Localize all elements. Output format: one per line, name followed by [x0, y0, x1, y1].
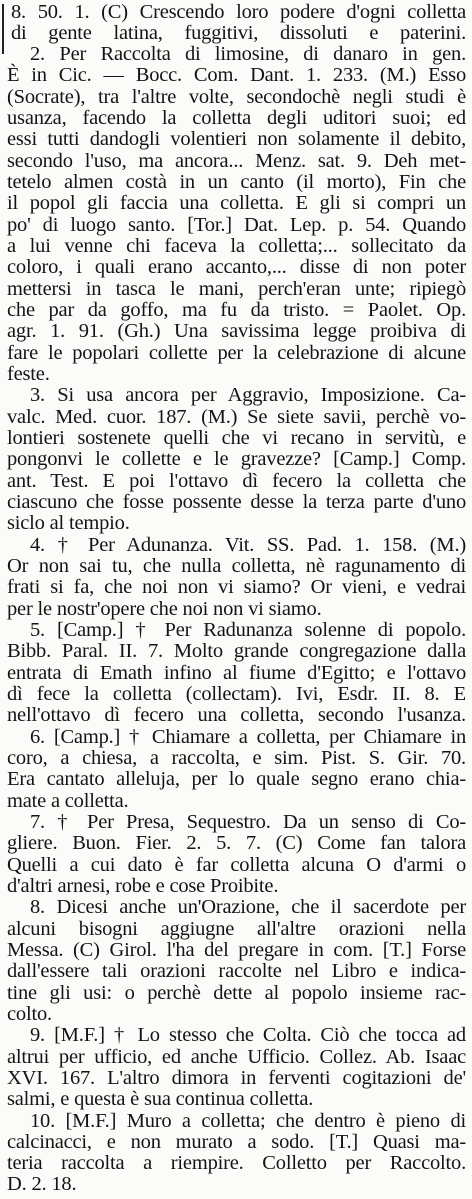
text-line: 7. † Per Presa, Sequestro. Da un senso di Co- [30, 811, 466, 833]
text-line: tine gli usi: o perchè dette al popolo insieme rac- [7, 982, 466, 1004]
text-line: tetelo almen costà in un canto (il morto), Fin che [7, 171, 466, 193]
text-line: lontieri sostenete quelli che vi recano in servitù, e [7, 427, 466, 449]
text-line: frati si fa, che noi non vi siamo? Or vieni, e vedrai [7, 576, 466, 598]
text-line: dì fece la colletta (collectam). Ivi, Esdr. II. 8. E [7, 683, 466, 705]
text-line: Quelli a cui dato è far colletta alcuna O d'armi o [7, 854, 466, 876]
text-line: po' di luogo santo. [Tor.] Dat. Lep. p. 54. Quando [7, 214, 466, 236]
text-line: a lui venne chi faceva la colletta;... sollecitato da [7, 235, 466, 257]
text-line: XVI. 167. L'altro dimora in ferventi cogitazioni de' [7, 1067, 466, 1089]
text-line: dall'essere tali orazioni raccolte nel Libro e indica- [7, 960, 466, 982]
text-line: usanza, facendo la colletta degli uditori suoi; ed [7, 107, 466, 129]
text-line: alcuni bisogni aggiugne all'altre orazioni nella [7, 918, 466, 940]
text-line: calcinacci, e non murato a sodo. [T.] Quasi ma- [7, 1131, 466, 1153]
text-line: secondo l'uso, ma ancora... Menz. sat. 9. Deh met- [7, 150, 466, 172]
text-line: feste. [7, 363, 50, 385]
text-line: nell'ottavo dì fecero una colletta, secondo l'usanza. [7, 704, 466, 726]
text-line: 6. [Camp.] † Chiamare a colletta, per Chiamare in [30, 726, 466, 748]
text-line: (Socrate), tra l'altre volte, secondochè negli studi è [7, 86, 466, 108]
text-line: Era cantato alleluja, per lo quale segno erano chia- [7, 768, 466, 790]
text-line: gliere. Buon. Fier. 2. 5. 7. (C) Come fan talora [7, 832, 466, 854]
text-line: coro, a chiesa, a raccolta, e sim. Pist. S. Gir. 70. [7, 747, 466, 769]
text-line: 2. Per Raccolta di limosine, di danaro in gen. [30, 43, 466, 65]
text-line: 5. [Camp.] † Per Radunanza solenne di popolo. [30, 619, 466, 641]
text-line: 10. [M.F.] Muro a colletta; che dentro è pieno di [30, 1110, 466, 1132]
text-line: coloro, i quali erano accanto,... disse di non poter [7, 256, 466, 278]
text-line: 8. 50. 1. (C) Crescendo loro podere d'ogni colletta [11, 1, 466, 23]
text-line: D. 2. 18. [7, 1173, 77, 1195]
text-line: Bibb. Paral. II. 7. Molto grande congregazione dalla [7, 640, 466, 662]
text-line: 9. [M.F.] † Lo stesso che Colta. Ciò che tocca ad [30, 1024, 466, 1046]
text-line: il popol gli faccia una colletta. E gli si compri un [7, 192, 466, 214]
text-line: altrui per ufficio, ed anche Ufficio. Collez. Ab. Isaac [7, 1046, 466, 1068]
text-line: teria raccolta a riempire. Colletto per Raccolto. [7, 1152, 466, 1174]
text-line: entrata di Emath infino al fiume d'Egitto; e l'ottavo [7, 662, 466, 684]
text-line: fare le popolari collette per la celebrazione di alcune [7, 342, 466, 364]
margin-rule [2, 4, 4, 54]
text-line: 8. Dicesi anche un'Orazione, che il sacerdote per [30, 896, 466, 918]
text-line: che par da goffo, ma fu da tristo. = Paolet. Op. [7, 299, 466, 321]
text-line: pongonvi le collette e le gravezze? [Camp.] Comp. [7, 448, 466, 470]
text-line: ant. Test. E poi l'ottavo dì fecero la colletta che [7, 470, 466, 492]
text-line: mate a colletta. [7, 790, 129, 812]
text-line: agr. 1. 91. (Gh.) Una savissima legge proibiva di [7, 320, 466, 342]
text-line: Messa. (C) Girol. l'ha del pregare in com. [T.] Forse [7, 939, 466, 961]
text-line: salmi, e questa è sua continua colletta. [7, 1088, 314, 1110]
text-line: d'altri arnesi, robe e cose Proibite. [7, 875, 279, 897]
text-line: Or non sai tu, che nulla colletta, nè ragunamento di [7, 555, 466, 577]
text-line: È in Cic. — Bocc. Com. Dant. 1. 233. (M.) Esso [7, 64, 466, 86]
text-line: valc. Med. cuor. 187. (M.) Se siete savii, perchè vo- [7, 406, 466, 428]
text-line: 3. Si usa ancora per Aggravio, Imposizione. Ca- [30, 384, 466, 406]
text-line: 4. † Per Adunanza. Vit. SS. Pad. 1. 158. (M.) [30, 534, 466, 556]
text-line: ciascuno che fosse possente desse la terza parte d'uno [7, 491, 466, 513]
text-line: siclo al tempio. [7, 512, 130, 534]
text-line: di gente latina, fuggitivi, dissoluti e paterini. [11, 22, 466, 44]
text-line: mettersi in tasca le mani, perch'eran unte; ripiegò [7, 278, 466, 300]
text-line: colto. [7, 1003, 52, 1025]
text-line: per le nostr'opere che noi non vi siamo. [7, 598, 322, 620]
text-line: essi tutti dandogli volentieri non solamente il debito, [7, 128, 466, 150]
